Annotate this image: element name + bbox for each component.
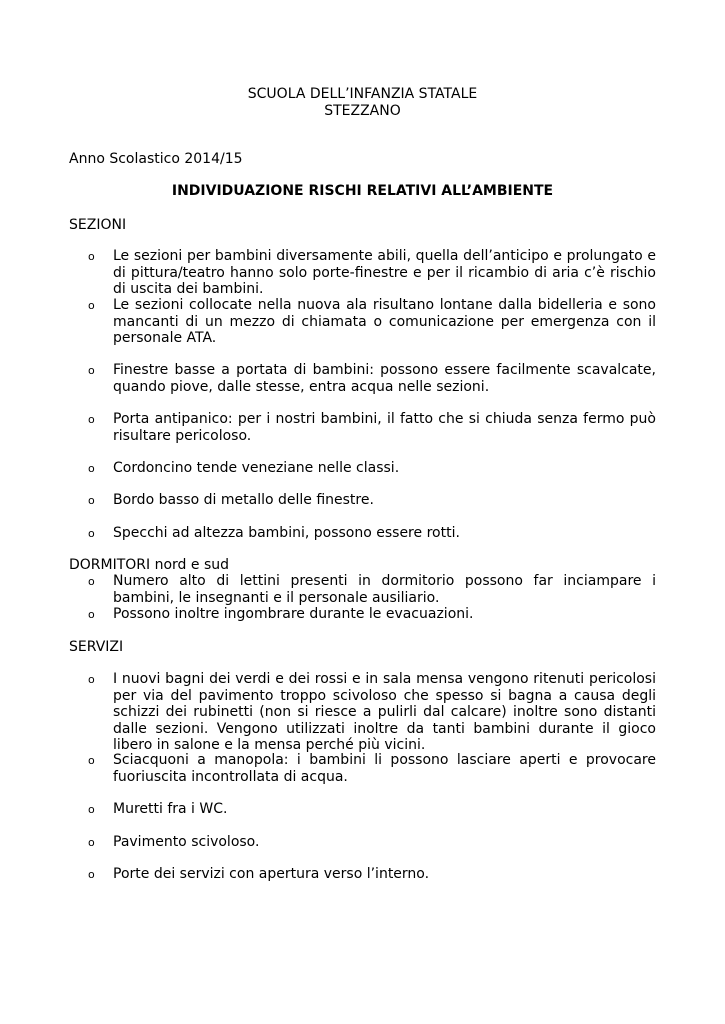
list-item — [88, 492, 656, 509]
bullet-icon: o — [88, 803, 95, 816]
bullet-icon: o — [88, 868, 95, 881]
list-item — [88, 752, 656, 785]
bullet-icon: o — [88, 673, 95, 686]
list-item-text: Porta antipanico: per i nostri bambini, il fatto che si chiuda senza fermo può risultare pericoloso. — [113, 411, 656, 444]
section-heading-dormitori: DORMITORI nord e sud — [69, 557, 230, 573]
bullet-icon: o — [88, 836, 95, 849]
list-item — [88, 866, 656, 883]
bullet-icon: o — [88, 364, 95, 377]
list-item — [88, 801, 656, 818]
bullet-icon: o — [88, 462, 95, 475]
list-item-text: Porte dei servizi con apertura verso l’interno. — [113, 866, 430, 882]
list-item — [88, 362, 656, 395]
list-item — [88, 834, 656, 851]
list-item — [88, 297, 656, 347]
list-item — [88, 671, 656, 754]
bullet-icon: o — [88, 299, 95, 312]
list-item — [88, 573, 656, 606]
list-item — [88, 411, 656, 444]
list-item-text: Muretti fra i WC. — [113, 801, 228, 817]
list-item — [88, 525, 656, 542]
list-item-text: Specchi ad altezza bambini, possono essere rotti. — [113, 525, 460, 541]
school-town: STEZZANO — [324, 103, 401, 119]
list-item-text: Pavimento scivoloso. — [113, 834, 260, 850]
bullet-icon: o — [88, 527, 95, 540]
bullet-icon: o — [88, 575, 95, 588]
school-year: Anno Scolastico 2014/15 — [69, 151, 243, 167]
list-item-text: Bordo basso di metallo delle finestre. — [113, 492, 374, 508]
section-heading-sezioni: SEZIONI — [69, 217, 127, 233]
list-item-text: Possono inoltre ingombrare durante le evacuazioni. — [113, 606, 474, 622]
school-name: SCUOLA DELL’INFANZIA STATALE — [247, 86, 478, 102]
list-item-text: Sciacquoni a manopola: i bambini li possono lasciare aperti e provocare fuoriuscita incontrollata di acqua. — [113, 752, 656, 785]
bullet-icon: o — [88, 754, 95, 767]
list-item-text: Numero alto di lettini presenti in dormitorio possono far inciampare i bambini, le insegnanti e il personale ausiliario. — [113, 573, 656, 606]
list-item — [88, 248, 656, 298]
list-item-text: I nuovi bagni dei verdi e dei rossi e in sala mensa vengono ritenuti pericolosi per via del pavimento troppo scivoloso che spesso si bagna a causa degli schizzi dei rubinetti (non si riesce a pulirli dal calcare) inoltre sono distanti dalle sezioni. Vengono utilizzati inoltre da tanti bambini durante il gioco libero in salone e la mensa perché più vicini. — [113, 671, 656, 753]
list-item-text: Finestre basse a portata di bambini: possono essere facilmente scavalcate, quando piove, dalle stesse, entra acqua nelle sezioni. — [113, 362, 656, 395]
list-item-text: Le sezioni collocate nella nuova ala risultano lontane dalla bidelleria e sono mancanti di un mezzo di chiamata o comunicazione per emergenza con il personale ATA. — [113, 297, 656, 346]
list-item-text: Cordoncino tende veneziane nelle classi. — [113, 460, 400, 476]
list-item-text: Le sezioni per bambini diversamente abili, quella dell’anticipo e prolungato e di pittura/teatro hanno solo porte-finestre e per il ricambio di aria c’è rischio di uscita dei bambini. — [113, 248, 656, 297]
document-title: INDIVIDUAZIONE RISCHI RELATIVI ALL’AMBIENTE — [171, 183, 554, 199]
bullet-icon: o — [88, 494, 95, 507]
list-item — [88, 460, 656, 477]
bullet-icon: o — [88, 608, 95, 621]
list-item — [88, 606, 656, 623]
section-heading-servizi: SERVIZI — [69, 639, 124, 655]
bullet-icon: o — [88, 250, 95, 263]
bullet-icon: o — [88, 413, 95, 426]
